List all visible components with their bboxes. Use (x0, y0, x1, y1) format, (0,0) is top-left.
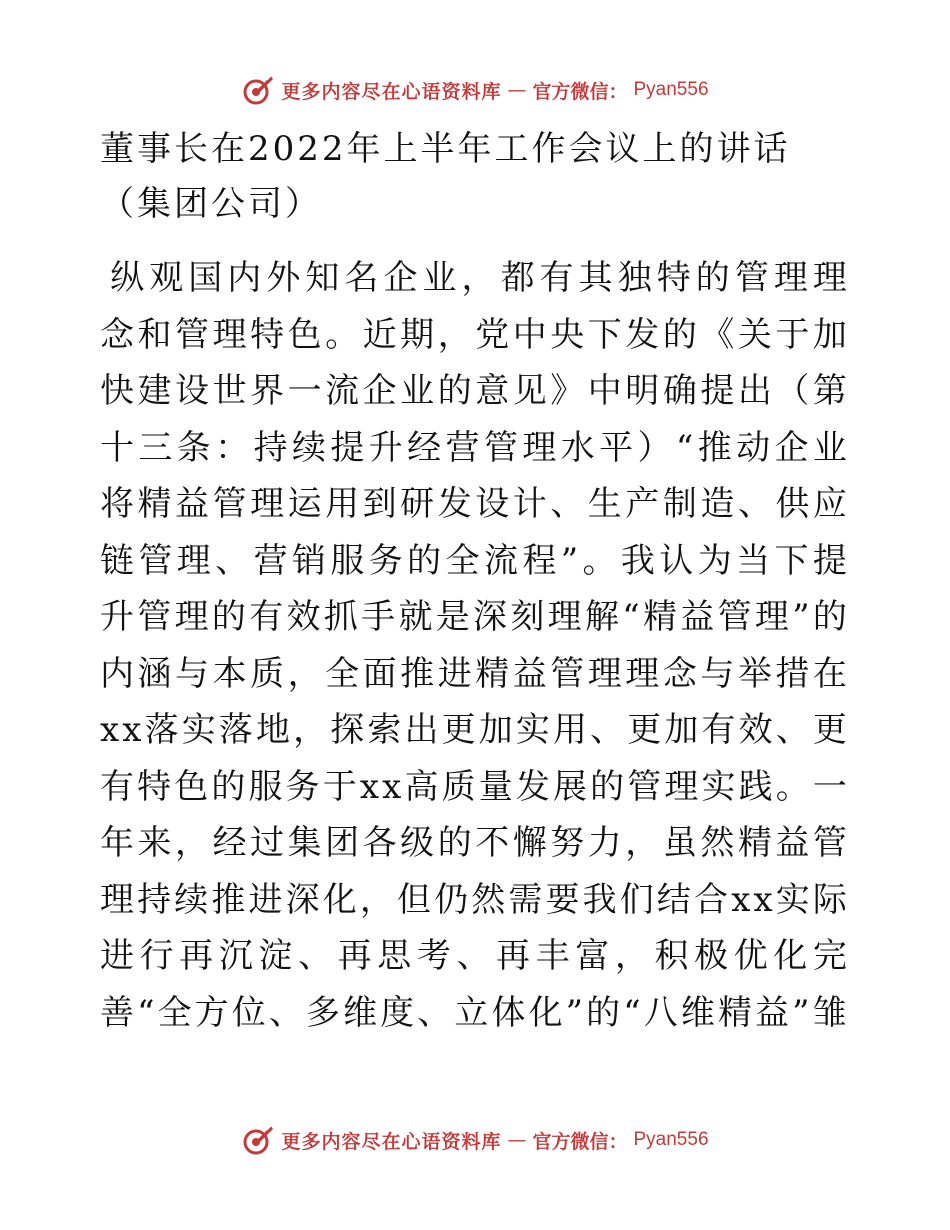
footer-watermark (0, 1120, 950, 1160)
watermark-wechat-id: Pyan556 (633, 1129, 709, 1150)
watermark-text: 更多内容尽在心语资料库 (281, 80, 502, 103)
quill-logo-icon (241, 73, 275, 107)
watermark-dash: — (507, 1129, 527, 1151)
watermark-text: 更多内容尽在心语资料库 (281, 1130, 502, 1153)
body-paragraph: 纵观国内外知名企业，都有其独特的管理理念和管理特色。近期，党中央下发的《关于加快建设世界一流企业的意见》中明确提出（第十三条：持续提升经营管理水平）“推动企业将精益管理运用到研发设计、生产制造、供应链管理、营销服务的全流程”。我认为当下提升管理的有效抓手就是深刻理解“精益管理”的内涵与本质，全面推进精益管理理念与举措在xx落实落地，探索出更加实用、更加有效、更有特色的服务于xx高质量发展的管理实践。一年来，经过集团各级的不懈努力，虽然精益管理持续推进深化，但仍然需要我们结合xx实际进行再沉淀、再思考、再丰富，积极优化完善“全方位、多维度、立体化”的“八维精益”雏 (100, 258, 850, 1033)
watermark-wechat-id: Pyan556 (633, 79, 709, 100)
quill-logo-icon (241, 1123, 275, 1157)
header-watermark (0, 70, 950, 110)
watermark-wechat-label: 官方微信： (532, 80, 628, 103)
watermark-wechat-label: 官方微信： (532, 1130, 628, 1153)
watermark-dash: — (507, 79, 527, 101)
document-title: 董事长在2022年上半年工作会议上的讲话（集团公司） (100, 129, 791, 224)
